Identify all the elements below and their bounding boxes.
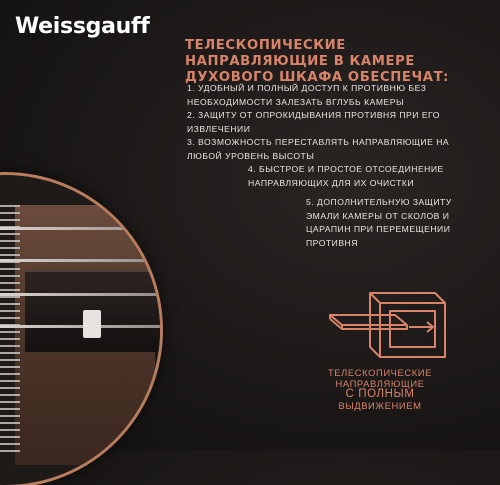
feature-5: 5. ДОПОЛНИТЕЛЬНУЮ ЗАЩИТУ ЭМАЛИ КАМЕРЫ ОТ СКОЛОВ И ЦАРАПИН ПРИ ПЕРЕМЕЩЕНИИ ПРОТИВНЯ: [306, 197, 452, 248]
brand-logo: Weissgauff: [15, 14, 150, 39]
telescopic-rail: [0, 293, 160, 296]
telescopic-rail: [0, 259, 160, 262]
caption-line-3: С ПОЛНЫМ: [345, 388, 415, 400]
oven-rail-illustration-icon: [315, 285, 455, 365]
side-rack: [0, 205, 20, 455]
headline: ТЕЛЕСКОПИЧЕСКИЕ НАПРАВЛЯЮЩИЕ В КАМЕРЕ ДУХОВОГО ШКАФА ОБЕСПЕЧАТ:: [185, 38, 450, 85]
telescopic-rail: [0, 227, 160, 230]
feature-4: 4. БЫСТРОЕ И ПРОСТОЕ ОТСОЕДИНЕНИЕ НАПРАВЛЯЮЩИХ ДЛЯ ИХ ОЧИСТКИ: [248, 164, 444, 188]
oven-closeup-image: [0, 175, 160, 485]
caption-line-4: ВЫДВИЖЕНИЕМ: [338, 400, 422, 411]
feature-2: 2. ЗАЩИТУ ОТ ОПРОКИДЫВАНИЯ ПРОТИВНЯ ПРИ ЕГО ИЗВЛЕЧЕНИИ: [187, 110, 440, 134]
rail-caption: [300, 367, 460, 411]
telescopic-rail: [0, 325, 160, 328]
caption-line-2: НАПРАВЛЯЮЩИЕ: [335, 378, 425, 389]
feature-3: 3. ВОЗМОЖНОСТЬ ПЕРЕСТАВЛЯТЬ НАПРАВЛЯЮЩИЕ НА ЛЮБОЙ УРОВЕНЬ ВЫСОТЫ: [187, 137, 450, 161]
caption-line-1: ТЕЛЕСКОПИЧЕСКИЕ: [327, 367, 432, 378]
rail-clip: [83, 310, 101, 338]
feature-1: 1. УДОБНЫЙ И ПОЛНЫЙ ДОСТУП К ПРОТИВНЮ БЕЗ НЕОБХОДИМОСТИ ЗАЛЕЗАТЬ ВГЛУБЬ КАМЕРЫ: [187, 83, 427, 107]
